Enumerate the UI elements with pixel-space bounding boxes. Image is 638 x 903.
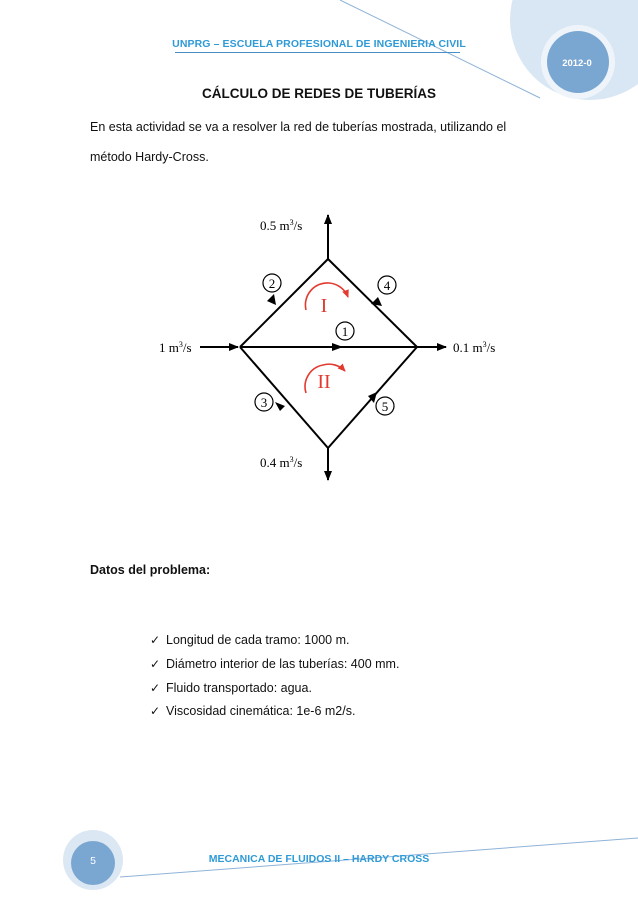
pipe-label-3: 3 [260,395,268,410]
loop-label-ii: II [317,371,331,393]
pipe-2 [240,259,328,347]
footer-text: MECANICA DE FLUIDOS II – HARDY CROSS [208,853,430,865]
pipe-4-direction-arrow [371,297,382,306]
pipe-network-diagram [140,205,520,490]
pipe-1-direction-arrow [332,343,343,351]
pipe-2-direction-arrow [267,294,276,305]
data-section-heading: Datos del problema: [90,563,211,577]
pipe-label-2: 2 [268,276,276,291]
intro-paragraph-line-2: método Hardy-Cross. [90,150,209,164]
pipe-label-4: 4 [383,278,391,293]
document-title: CÁLCULO DE REDES DE TUBERÍAS [201,86,436,101]
footer-page-number: 5 [90,855,96,867]
check-icon: ✓ [150,633,161,647]
pipe-3 [240,347,331,448]
bottom-flow-label: 0.4 $m^3/s$ [260,455,303,470]
left-flow-label: 1 $m^3/s$ [159,340,192,355]
top-flow-label: 0.5 $m^3/s$ [260,218,303,233]
loop-label-i: I [320,295,328,317]
right-flow-label: 0.1 $m^3/s$ [453,340,496,355]
header-underline [175,52,460,53]
data-list-item: ✓ Fluido transportado: agua. [150,681,312,695]
data-list-item: ✓ Longitud de cada tramo: 1000 m. [150,633,350,647]
pipe-3-direction-arrow [275,402,285,411]
check-icon: ✓ [150,704,161,718]
header-year: 2012-0 [562,58,592,69]
intro-paragraph-line-1: En esta actividad se va a resolver la red de tuberías mostrada, utilizando el [90,120,507,134]
check-icon: ✓ [150,681,161,695]
check-icon: ✓ [150,657,161,671]
pipe-label-1: 1 [341,324,349,339]
data-list-item: ✓ Diámetro interior de las tuberías: 400 mm. [150,657,400,671]
header-title: UNPRG – ESCUELA PROFESIONAL DE INGENIERIA CIVIL [172,38,466,50]
data-list-item: ✓ Viscosidad cinemática: 1e-6 m2/s. [150,704,356,718]
pipe-label-5: 5 [381,399,389,414]
